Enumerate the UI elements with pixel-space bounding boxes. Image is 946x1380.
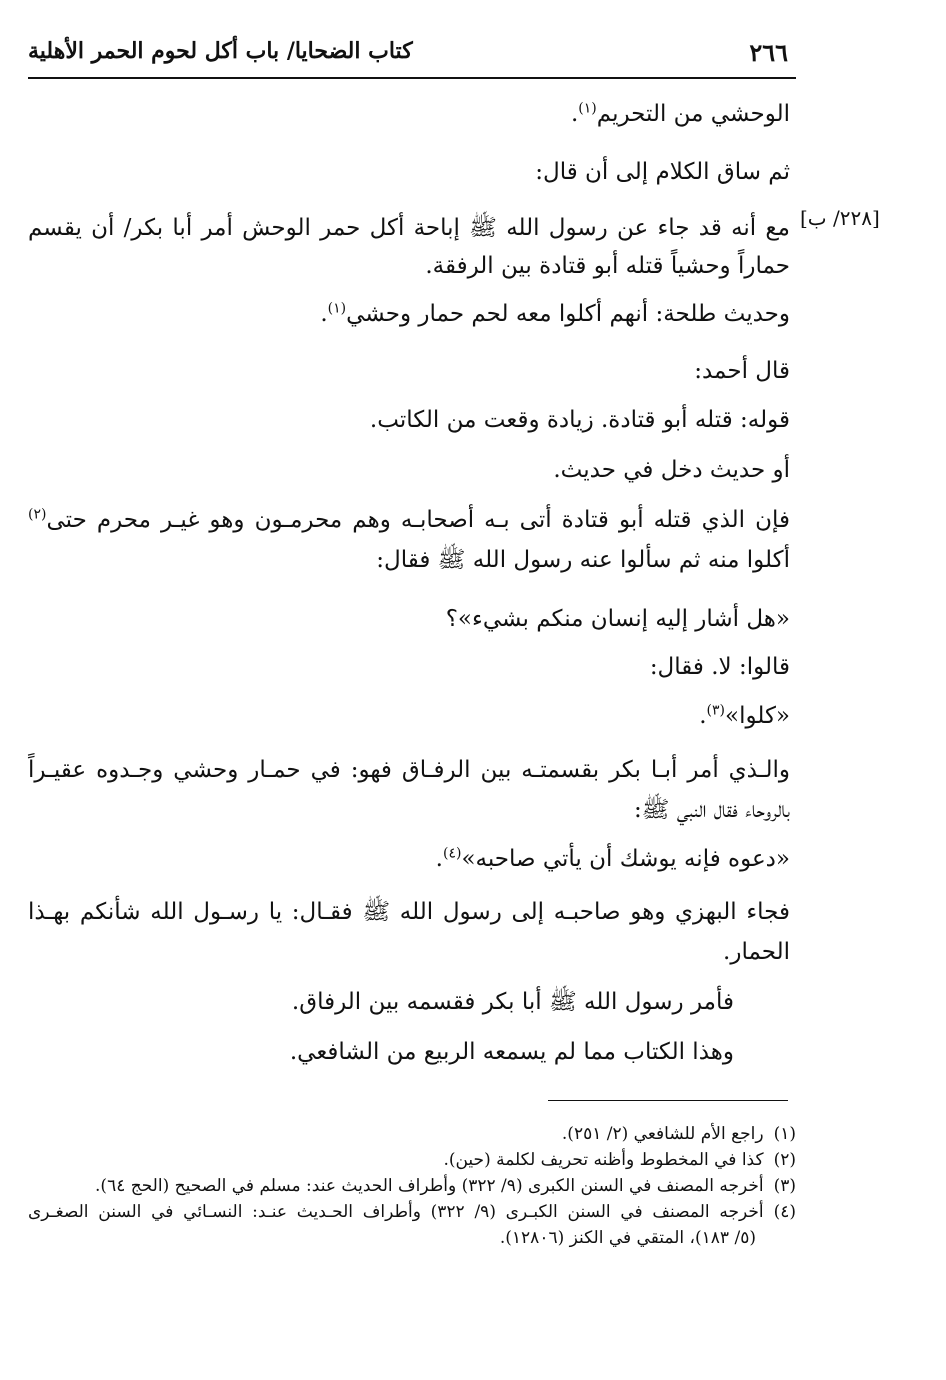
footnote-1: (١)راجع الأم للشافعي (٢/ ٢٥١).: [561, 1124, 796, 1144]
quoted-line: «كلوا»$^{(٣)}$.: [699, 702, 790, 729]
footnote-ref: (٢): [28, 506, 47, 523]
quoted-line: «هل أشار إليه إنسان منكم بشيء»؟: [445, 606, 790, 632]
text-line: ثم ساق الكلام إلى أن قال:: [535, 159, 790, 185]
text-line: وهذا الكتاب مما لم يسمعه الربيع من الشافعي.: [289, 1039, 734, 1065]
manuscript-folio-marker: [٢٢٨/ ب]: [800, 206, 880, 230]
text-line: فأمر رسول الله ﷺ أبا بكر فقسمه بين الرفاق.: [291, 989, 734, 1015]
text-line: وحديث طلحة: أنهم أكلوا معه لحم حمار وحشي$^{(١)}$.: [320, 300, 790, 327]
page-header: [28, 34, 790, 74]
text-line: أكلوا منه ثم سألوا عنه رسول الله ﷺ فقال:: [376, 547, 790, 573]
text-line: قوله: قتله أبو قتادة. زيادة وقعت من الكاتب.: [369, 407, 790, 433]
text-line: والـذي أمر أبـا بكر بقسمتـه بين الرفـاق فهو: في حمـار وحشي وجـدوه عقيـراً: [28, 757, 790, 783]
text-line: فإن الذي قتله أبو قتادة أتى بـه أصحابـه وهم محرمـون وهو غيـر محرم حتى$^{(٢)}$: [28, 506, 790, 533]
footnote-ref: (١): [327, 300, 347, 317]
text-line: الحمار.: [723, 939, 790, 965]
footnote-ref: (٣): [706, 702, 726, 719]
text-line: حماراً وحشياً قتله أبو قتادة بين الرفقة.: [425, 253, 790, 279]
footnote-ref: (٤): [442, 845, 462, 862]
text-line: قالوا: لا. فقال:: [649, 654, 790, 680]
quoted-line: «دعوه فإنه يوشك أن يأتي صاحبه»$^{(٤)}$.: [435, 845, 790, 872]
text-line: بالروحاء فقال النبي ﷺ:: [633, 797, 790, 823]
text-line: أو حديث دخل في حديث.: [553, 457, 790, 483]
footnote-rule: [548, 1100, 788, 1101]
footnote-ref: (١): [578, 100, 597, 117]
header-rule: [28, 77, 796, 79]
footnote-3: (٣)أخرجه المصنف في السنن الكبرى (٩/ ٣٢٢) وأطراف الحديث عند: مسلم في الصحيح (الحج ٦٤).: [95, 1176, 796, 1196]
footnote-2: (٢)كذا في المخطوط وأظنه تحريف لكلمة (حين).: [443, 1150, 796, 1170]
footnote-4-continued: (٥/ ١٨٣)، المتقي في الكنز (١٢٨٠٦).: [499, 1228, 756, 1248]
page-number: ٢٦٦: [749, 38, 788, 67]
text-line: مع أنه قد جاء عن رسول الله ﷺ إباحة أكل حمر الوحش أمر أبا بكر/ أن يقسم: [28, 215, 790, 241]
text-line: الوحشي من التحريم$^{(١)}$.: [570, 100, 790, 127]
text-line: فجاء البهزي وهو صاحبـه إلى رسول الله ﷺ فقـال: يا رسـول الله شأنكم بهـذا: [28, 899, 790, 925]
text-line: قال أحمد:: [694, 358, 790, 384]
footnote-4: (٤)أخرجه المصنف في السنن الكبـرى (٩/ ٣٢٢) وأطراف الحـديث عنـد: النسـائي في السنن الصغـرى: [28, 1202, 797, 1222]
running-title: كتاب الضحايا/ باب أكل لحوم الحمر الأهلية: [28, 38, 413, 64]
